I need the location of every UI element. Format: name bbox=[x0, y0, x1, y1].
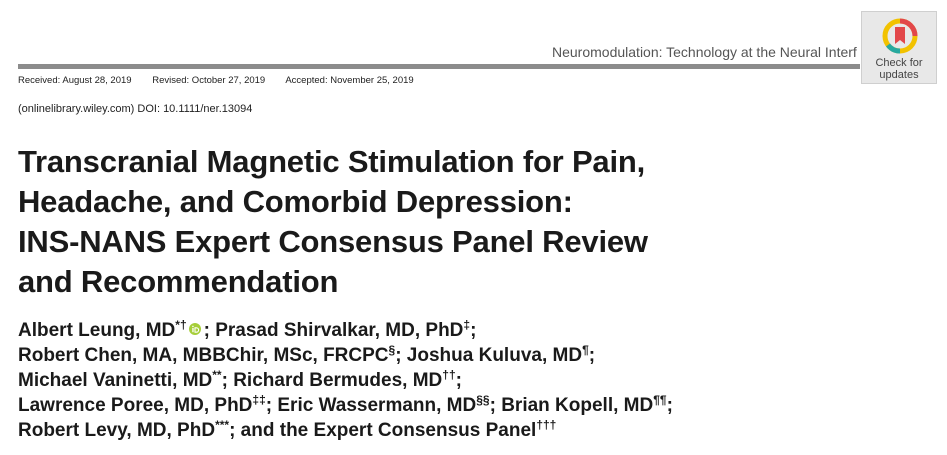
affiliation-mark: ¶ bbox=[582, 343, 589, 357]
author-line-4 bbox=[18, 393, 918, 418]
orcid-icon[interactable] bbox=[189, 323, 201, 335]
affiliation-mark: *† bbox=[175, 318, 187, 332]
author-list bbox=[18, 318, 918, 443]
author-name: ; Joshua Kuluva, MD bbox=[395, 345, 583, 366]
author-name: Michael Vaninetti, MD bbox=[18, 370, 213, 391]
author-name: Lawrence Poree, MD, PhD bbox=[18, 395, 253, 416]
author-name: ; Richard Bermudes, MD bbox=[221, 370, 443, 391]
author-line-2 bbox=[18, 343, 918, 368]
author-name: ; Eric Wassermann, MD bbox=[265, 395, 477, 416]
check-for-updates-button[interactable] bbox=[861, 11, 937, 84]
check-for-updates-line-2: updates bbox=[879, 69, 919, 81]
affiliation-mark: § bbox=[388, 343, 396, 357]
title-line-1: Transcranial Magnetic Stimulation for Pain, bbox=[18, 144, 646, 179]
affiliation-mark: ** bbox=[212, 368, 222, 382]
check-for-updates-line-1: Check for bbox=[875, 57, 923, 69]
author-name: ; Prasad Shirvalkar, MD, PhD bbox=[203, 320, 464, 341]
received-date: Received: August 28, 2019 bbox=[18, 75, 132, 86]
author-name: Robert Levy, MD, PhD bbox=[18, 420, 216, 441]
article-dates bbox=[18, 75, 432, 86]
author-name: Albert Leung, MD bbox=[18, 320, 176, 341]
journal-name: Neuromodulation: Technology at the Neural Interf bbox=[552, 44, 857, 60]
accepted-date: Accepted: November 25, 2019 bbox=[285, 75, 414, 86]
title-line-2: Headache, and Comorbid Depression: bbox=[18, 184, 573, 219]
revised-date: Revised: October 27, 2019 bbox=[152, 75, 266, 86]
affiliation-mark: ¶¶ bbox=[653, 393, 667, 407]
separator: ; bbox=[455, 370, 462, 391]
author-name: ; Brian Kopell, MD bbox=[489, 395, 654, 416]
author-line-3 bbox=[18, 368, 918, 393]
affiliation-mark: ‡‡ bbox=[252, 393, 266, 407]
affiliation-mark: §§ bbox=[476, 393, 490, 407]
doi-link[interactable]: (onlinelibrary.wiley.com) DOI: 10.1111/ner.13094 bbox=[18, 103, 253, 115]
check-for-updates-icon bbox=[882, 18, 918, 54]
separator: ; bbox=[588, 345, 596, 366]
title-line-4: and Recommendation bbox=[18, 264, 339, 299]
author-name: ; and the Expert Consensus Panel bbox=[229, 420, 537, 441]
affiliation-mark: ††† bbox=[536, 418, 557, 432]
separator: ; bbox=[666, 395, 673, 416]
affiliation-mark: †† bbox=[442, 368, 456, 382]
author-line-5 bbox=[18, 418, 918, 443]
affiliation-mark: ‡ bbox=[463, 318, 471, 332]
title-line-3: INS-NANS Expert Consensus Panel Review bbox=[18, 224, 648, 259]
article-title bbox=[18, 142, 878, 302]
check-for-updates-label bbox=[862, 57, 936, 81]
author-name: Robert Chen, MA, MBBChir, MSc, FRCPC bbox=[18, 345, 389, 366]
header-rule bbox=[18, 64, 860, 69]
separator: ; bbox=[470, 320, 477, 341]
affiliation-mark: *** bbox=[215, 418, 230, 432]
author-line-1 bbox=[18, 318, 918, 343]
